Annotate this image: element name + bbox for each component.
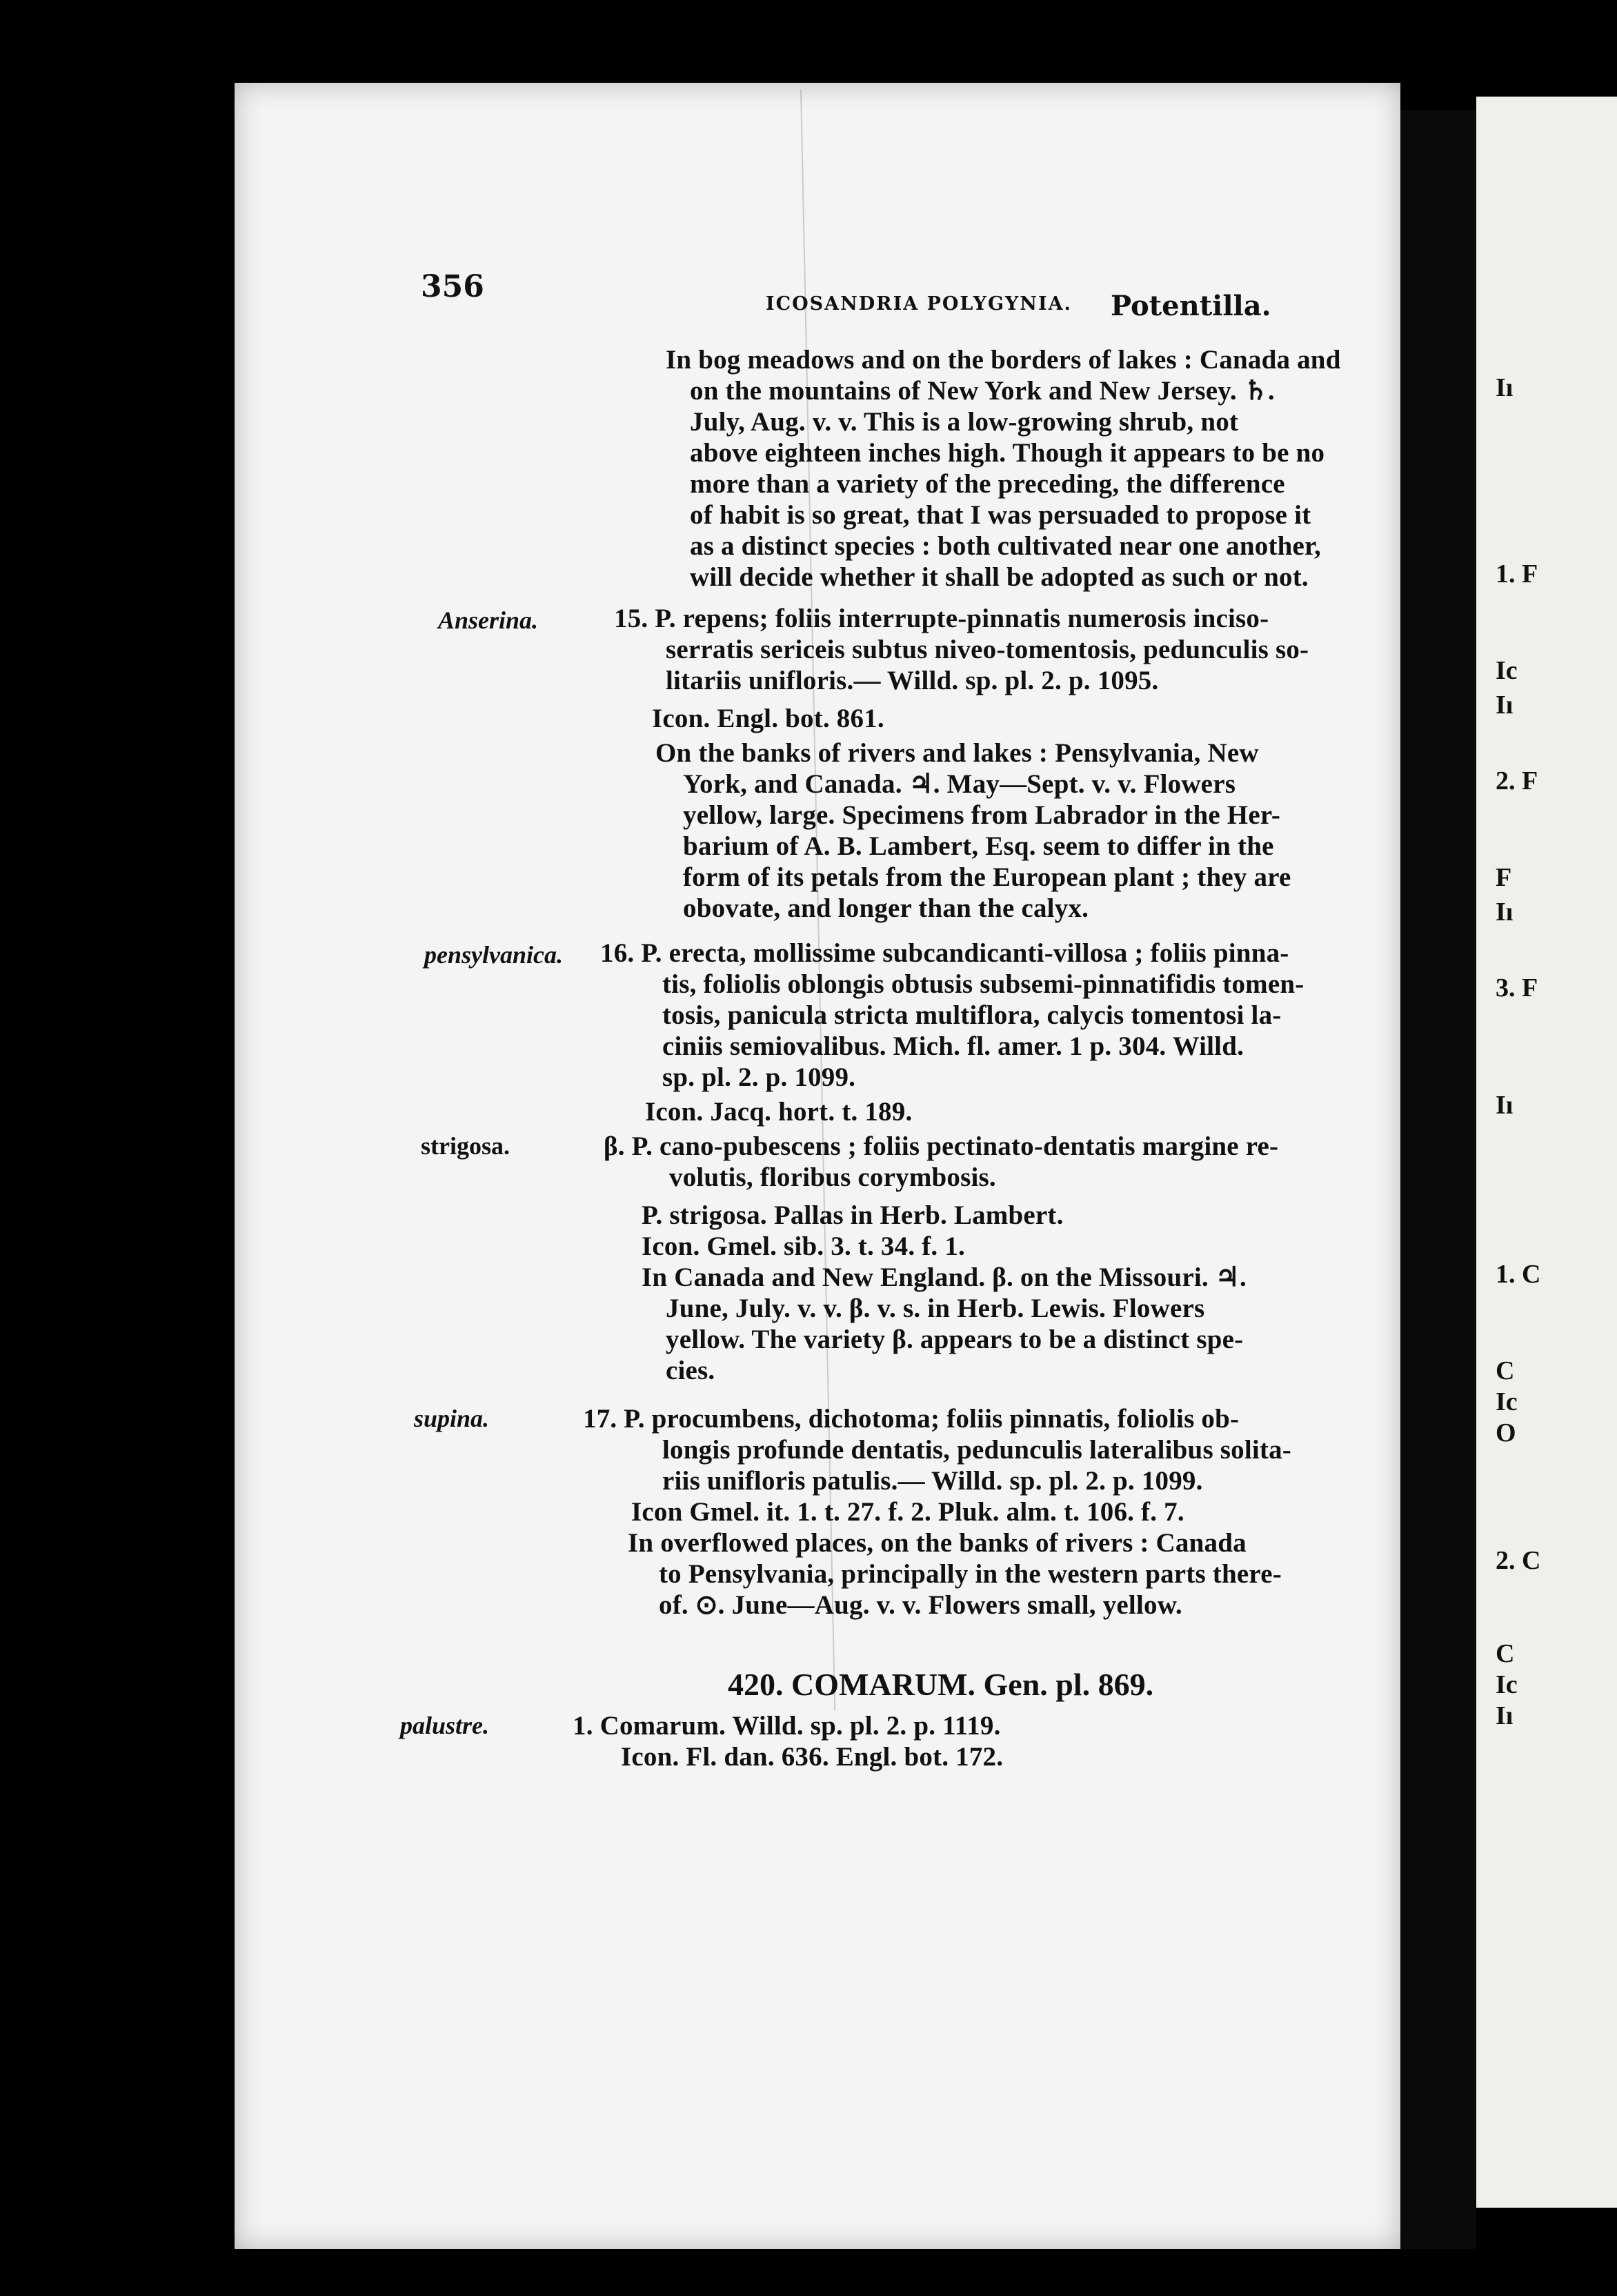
text-line: of. ⊙. June—Aug. v. v. Flowers small, yellow. <box>659 1590 1182 1620</box>
facing-fragment: C <box>1496 1639 1515 1668</box>
facing-fragment: Ic <box>1496 1670 1518 1699</box>
text-line: Icon. Fl. dan. 636. Engl. bot. 172. <box>621 1742 1004 1772</box>
facing-fragment: Ic <box>1496 656 1518 685</box>
facing-fragment: Iı <box>1496 373 1514 402</box>
text-line: Icon. Gmel. sib. 3. t. 34. f. 1. <box>642 1231 965 1261</box>
text-line: June, July. v. v. β. v. s. in Herb. Lewis. Flowers <box>666 1294 1205 1323</box>
margin-species-name: strigosa. <box>421 1132 510 1160</box>
facing-fragment: O <box>1496 1418 1516 1447</box>
facing-fragment: 3. F <box>1496 973 1538 1002</box>
facing-fragment: Iı <box>1496 691 1514 720</box>
text-line: sp. pl. 2. p. 1099. <box>662 1062 856 1092</box>
text-line: longis profunde dentatis, pedunculis lateralibus solita- <box>662 1435 1291 1465</box>
text-line: In bog meadows and on the borders of lakes : Canada and <box>666 345 1341 375</box>
text-line: will decide whether it shall be adopted as such or not. <box>690 562 1309 592</box>
text-line: cies. <box>666 1356 715 1385</box>
text-line: Icon. Jacq. hort. t. 189. <box>645 1097 913 1127</box>
text-line: 17. P. procumbens, dichotoma; foliis pinnatis, foliolis ob- <box>583 1404 1240 1434</box>
facing-fragment: Iı <box>1496 1701 1514 1730</box>
text-line: yellow. The variety β. appears to be a distinct spe- <box>666 1325 1244 1354</box>
text-line: serratis sericeis subtus niveo-tomentosis, pedunculis so- <box>666 635 1309 664</box>
facing-fragment: 1. C <box>1496 1260 1541 1289</box>
facing-fragment: 2. F <box>1496 766 1538 795</box>
text-line: riis unifloris patulis.— Willd. sp. pl. 2. p. 1099. <box>662 1466 1203 1496</box>
text-line: more than a variety of the preceding, the difference <box>690 469 1285 499</box>
book-gutter <box>1400 110 1476 2249</box>
text-line: In Canada and New England. β. on the Missouri. ♃. <box>642 1263 1247 1292</box>
facing-page <box>1476 97 1617 2208</box>
running-title: ICOSANDRIA POLYGYNIA. <box>766 293 1072 315</box>
text-line: York, and Canada. ♃. May—Sept. v. v. Flowers <box>683 769 1236 799</box>
text-line: Icon Gmel. it. 1. t. 27. f. 2. Pluk. alm. t. 106. f. 7. <box>631 1497 1184 1527</box>
text-line: to Pensylvania, principally in the western parts there- <box>659 1559 1282 1589</box>
text-line: yellow, large. Specimens from Labrador in the Her- <box>683 800 1281 830</box>
facing-fragment: F <box>1496 863 1512 892</box>
facing-fragment: C <box>1496 1356 1515 1385</box>
facing-fragment: 1. F <box>1496 560 1538 588</box>
running-genus: Potentilla. <box>1111 290 1271 322</box>
facing-fragment: 2. C <box>1496 1546 1541 1575</box>
text-line: P. strigosa. Pallas in Herb. Lambert. <box>642 1200 1064 1230</box>
genus-heading: 420. COMARUM. Gen. pl. 869. <box>728 1667 1154 1702</box>
facing-fragment: Iı <box>1496 898 1514 927</box>
page-number: 356 <box>421 269 484 304</box>
text-line: On the banks of rivers and lakes : Pensylvania, New <box>655 738 1259 768</box>
text-line: July, Aug. v. v. This is a low-growing shrub, not <box>690 407 1239 437</box>
margin-species-name: supina. <box>414 1405 490 1432</box>
facing-fragment: Iı <box>1496 1091 1514 1120</box>
text-line: above eighteen inches high. Though it appears to be no <box>690 438 1325 468</box>
text-line: β. P. cano-pubescens ; foliis pectinato-dentatis margine re- <box>604 1131 1279 1161</box>
text-line: volutis, floribus corymbosis. <box>669 1162 996 1192</box>
text-line: 1. Comarum. Willd. sp. pl. 2. p. 1119. <box>573 1711 1001 1741</box>
text-line: of habit is so great, that I was persuaded to propose it <box>690 500 1311 530</box>
text-line: Icon. Engl. bot. 861. <box>652 704 884 733</box>
text-line: as a distinct species : both cultivated near one another, <box>690 531 1321 561</box>
text-line: litariis unifloris.— Willd. sp. pl. 2. p. 1095. <box>666 666 1159 695</box>
facing-fragment: Ic <box>1496 1387 1518 1416</box>
margin-species-name: Anserina. <box>438 606 539 634</box>
text-line: tis, foliolis oblongis obtusis subsemi-pinnatifidis tomen- <box>662 969 1304 999</box>
text-line: barium of A. B. Lambert, Esq. seem to differ in the <box>683 831 1274 861</box>
text-line: In overflowed places, on the banks of rivers : Canada <box>628 1528 1247 1558</box>
text-line: 16. P. erecta, mollissime subcandicanti-villosa ; foliis pinna- <box>600 938 1289 968</box>
text-line: on the mountains of New York and New Jersey. ♄. <box>690 376 1275 406</box>
text-line: obovate, and longer than the calyx. <box>683 893 1089 923</box>
text-line: form of its petals from the European plant ; they are <box>683 862 1291 892</box>
text-line: ciniis semiovalibus. Mich. fl. amer. 1 p. 304. Willd. <box>662 1031 1244 1061</box>
margin-species-name: pensylvanica. <box>424 941 563 969</box>
text-line: tosis, panicula stricta multiflora, calycis tomentosi la- <box>662 1000 1282 1030</box>
text-line: 15. P. repens; foliis interrupte-pinnatis numerosis inciso- <box>614 604 1269 633</box>
margin-species-name: palustre. <box>400 1712 490 1739</box>
